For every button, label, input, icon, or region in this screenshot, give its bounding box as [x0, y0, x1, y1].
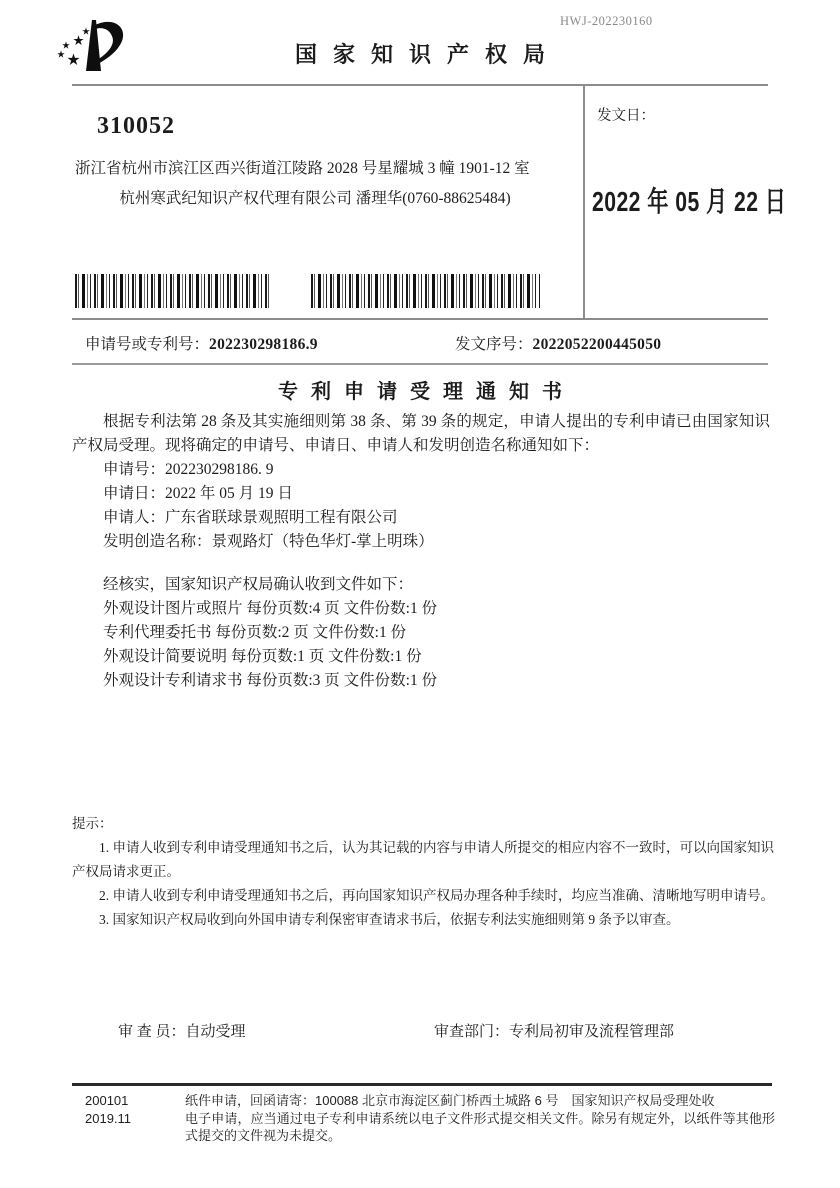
- department-field: 审查部门：专利局初审及流程管理部: [434, 1024, 675, 1040]
- application-fields: [72, 458, 770, 554]
- footer-row: [85, 1110, 775, 1145]
- application-number-value: 202230298186.9: [209, 336, 318, 353]
- received-documents-intro: 经核实，国家知识产权局确认收到文件如下：: [103, 576, 414, 593]
- vertical-divider: [583, 84, 585, 320]
- received-documents: [72, 573, 770, 693]
- examiner-field: 审 查 员：自动受理: [118, 1024, 246, 1040]
- tip-item: 3. 国家知识产权局收到向外国申请专利保密审查请求书后，依据专利法实施细则第 9 条予以审查。: [99, 912, 680, 927]
- recipient-address: 浙江省杭州市滨江区西兴街道江陵路 2028 号星耀城 3 幢 1901-12 室: [75, 160, 530, 177]
- tips-label: 提示：: [72, 816, 113, 831]
- received-item: 外观设计简要说明 每份页数:1 页 文件份数:1 份: [103, 648, 422, 665]
- footer-divider: [72, 1083, 772, 1086]
- barcode-divider: [72, 318, 768, 320]
- star-icon: ★: [73, 35, 84, 47]
- meta-divider: [72, 363, 768, 365]
- serial-number-value: 2022052200445050: [532, 336, 662, 353]
- received-item: 外观设计专利请求书 每份页数:3 页 文件份数:1 份: [103, 672, 438, 689]
- tip-item: 2. 申请人收到专利申请受理通知书之后，再向国家知识产权局办理各种手续时，均应当准确、清晰地写明申请号。: [99, 888, 774, 903]
- application-number: [85, 332, 318, 354]
- footer-row: [85, 1092, 775, 1110]
- star-icon: ★: [82, 27, 90, 36]
- field-application-number: 申请号：202230298186. 9: [103, 461, 274, 478]
- field-application-date: 申请日：2022 年 05 月 19 日: [103, 485, 293, 502]
- page-title: 国家知识产权局: [294, 42, 561, 67]
- footer-note-text: 电子申请，应当通过电子专利申请系统以电子文件形式提交相关文件。除另有规定外，以纸件等其他形式提交的文件视为未提交。: [185, 1110, 775, 1143]
- received-item: 专利代理委托书 每份页数:2 页 文件份数:1 份: [103, 624, 407, 641]
- recipient-agency-contact: 杭州寒武纪知识产权代理有限公司 潘理华(0760-88625484): [119, 190, 511, 207]
- field-applicant: 申请人：广东省联球景观照明工程有限公司: [103, 509, 398, 526]
- postal-code: 310052: [97, 113, 175, 139]
- footer-note-text: 纸件申请，回函请寄：100088 北京市海淀区蓟门桥西土城路 6 号 国家知识产权局受理处收: [185, 1093, 715, 1108]
- document-reference-code: HWJ-202230160: [560, 14, 653, 28]
- star-icon: ★: [62, 41, 70, 50]
- footer-form-code: 200101: [85, 1093, 129, 1108]
- field-invention-title: 发明创造名称：景观路灯（特色华灯-掌上明珠）: [103, 533, 434, 550]
- tip-item: 1. 申请人收到专利申请受理通知书之后，认为其记载的内容与申请人所提交的相应内容不一致时，可以向国家知识产权局请求更正。: [72, 840, 774, 879]
- notice-intro-paragraph: 根据专利法第 28 条及其实施细则第 38 条、第 39 条的规定，申请人提出的专利申请已由国家知识产权局受理。现将确定的申请号、申请日、申请人和发明创造名称通知如下：: [72, 413, 770, 454]
- barcode-serial-number: [311, 274, 540, 308]
- serial-number: [455, 332, 661, 354]
- application-number-label: 申请号或专利号：: [85, 336, 210, 353]
- tips-section: [72, 812, 774, 932]
- barcode-application-number: [75, 274, 271, 308]
- serial-number-label: 发文序号：: [455, 336, 533, 353]
- notice-title: 专利申请受理通知书: [278, 381, 575, 403]
- dispatch-date-label: 发文日：: [597, 108, 655, 124]
- footer-notes: [85, 1092, 775, 1145]
- footer-form-code: 2019.11: [85, 1110, 132, 1126]
- header-divider: [72, 84, 768, 86]
- star-icon: ★: [67, 52, 81, 67]
- received-item: 外观设计图片或照片 每份页数:4 页 文件份数:1 份: [103, 600, 438, 617]
- star-icon: ★: [57, 50, 65, 59]
- dispatch-date-value: 2022 年 05 月 22 日: [592, 186, 787, 218]
